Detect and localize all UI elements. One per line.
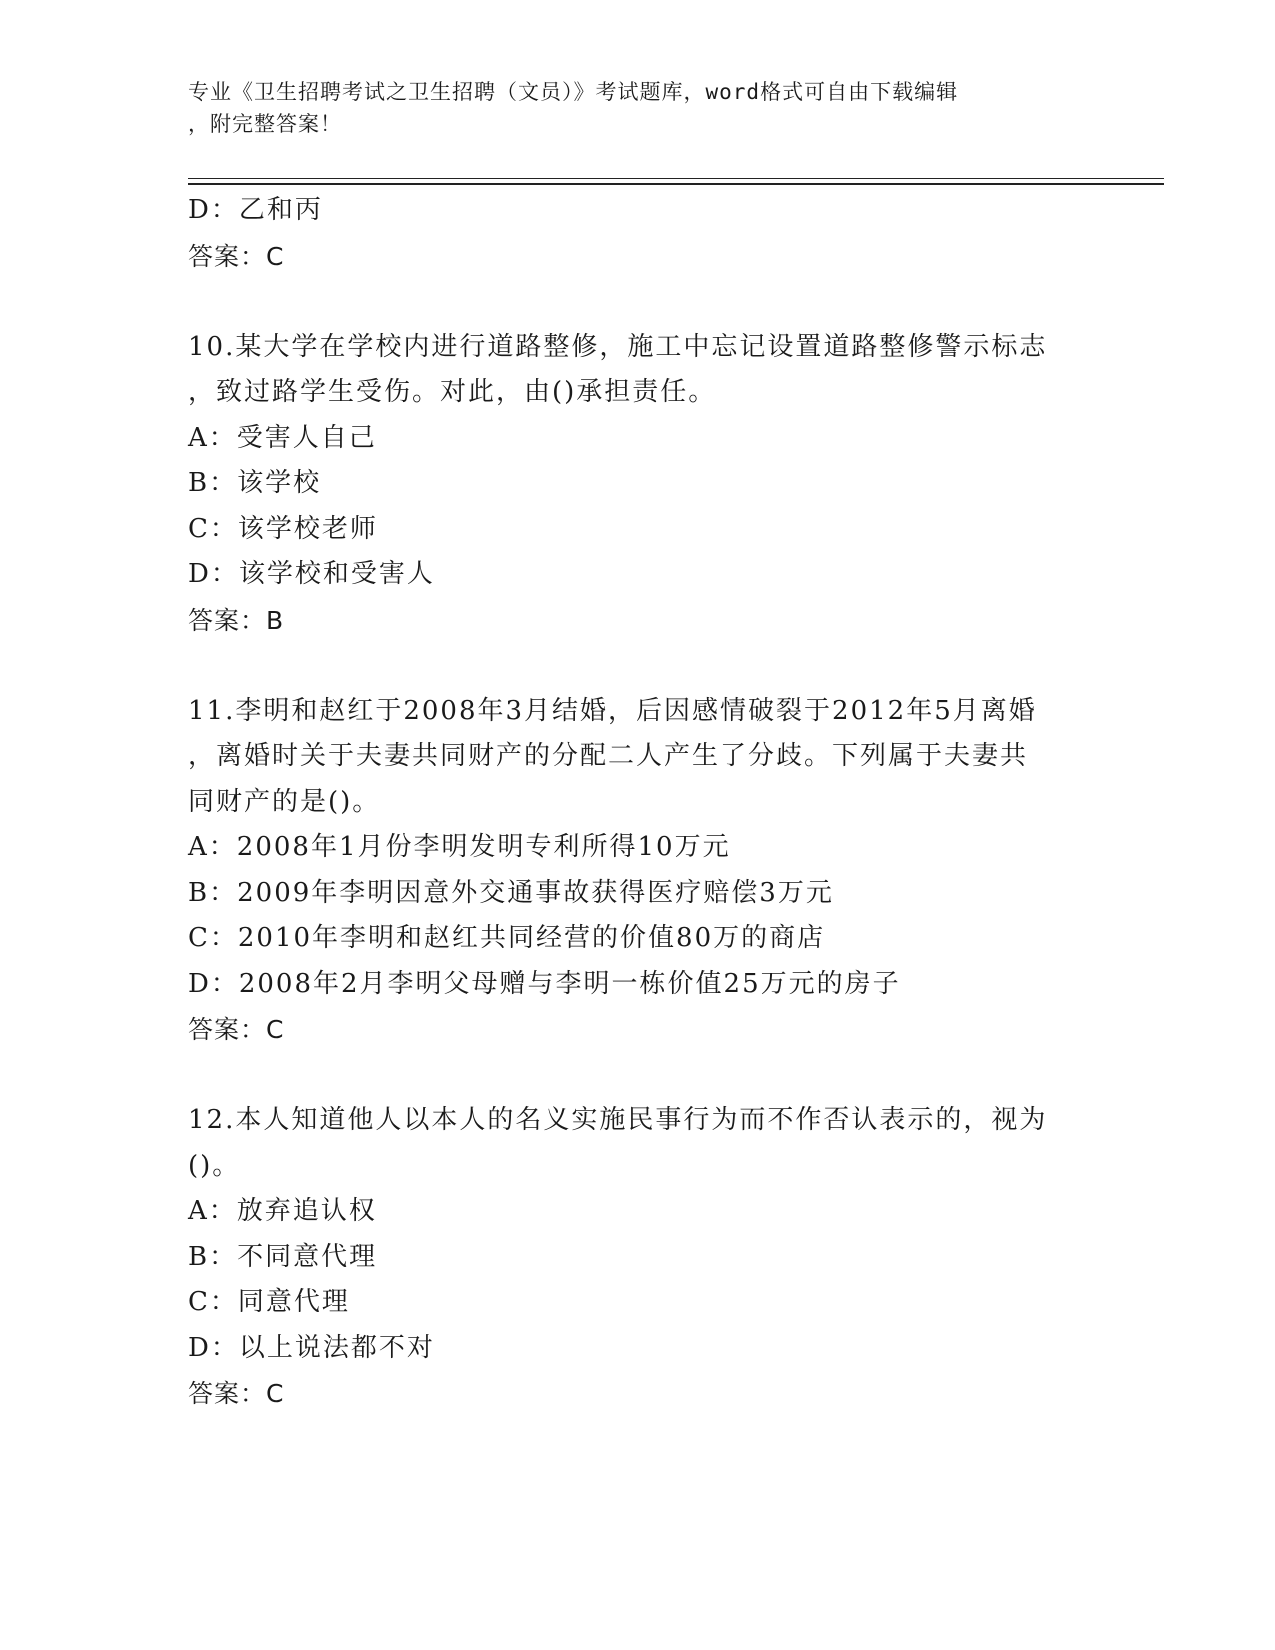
header-divider-thick xyxy=(188,183,1164,185)
q10-option-b: B：该学校 xyxy=(188,468,322,498)
q11-answer: 答案：C xyxy=(188,1015,285,1044)
q12-option-c: C：同意代理 xyxy=(188,1287,350,1317)
q11-stem-line-2: ，离婚时关于夫妻共同财产的分配二人产生了分歧。下列属于夫妻共 xyxy=(188,741,1029,771)
header-line-1: 专业《卫生招聘考试之卫生招聘（文员）》考试题库，word格式可自由下载编辑 xyxy=(188,80,959,104)
spacer xyxy=(188,1053,1088,1099)
q11-option-d: D：2008年2月李明父母赠与李明一栋价值25万元的房子 xyxy=(188,968,901,999)
q12-stem-line-1: 12.本人知道他人以本人的名义实施民事行为而不作否认表示的，视为 xyxy=(188,1105,1048,1135)
question-list xyxy=(188,188,1088,1417)
q10-option-a: A：受害人自己 xyxy=(188,422,377,453)
q10-option-d: D：该学校和受害人 xyxy=(188,559,435,589)
q11-option-a: A：2008年1月份李明发明专利所得10万元 xyxy=(188,832,731,862)
prev-option-d: D：乙和丙 xyxy=(188,195,323,225)
q12-option-b: B：不同意代理 xyxy=(188,1241,378,1272)
q10-option-c: C：该学校老师 xyxy=(188,513,378,544)
header-divider-thin xyxy=(188,178,1164,179)
q10-answer: 答案：B xyxy=(188,605,285,635)
q12-option-a: A：放弃追认权 xyxy=(188,1196,377,1226)
q11-stem-line-1: 11.李明和赵红于2008年3月结婚，后因感情破裂于2012年5月离婚 xyxy=(188,695,1037,726)
q12-option-d: D：以上说法都不对 xyxy=(188,1332,435,1363)
q10-stem-line-2: ，致过路学生受伤。对此，由()承担责任。 xyxy=(188,377,717,407)
spacer xyxy=(188,643,1088,689)
q12-answer: 答案：C xyxy=(188,1379,285,1408)
q11-stem-line-3: 同财产的是()。 xyxy=(188,786,381,817)
q11-option-c: C：2010年李明和赵红共同经营的价值80万的商店 xyxy=(188,923,826,953)
q12-stem-line-2: ()。 xyxy=(188,1150,241,1181)
q11-option-b: B：2009年李明因意外交通事故获得医疗赔偿3万元 xyxy=(188,877,834,908)
header-line-2: ，附完整答案！ xyxy=(188,112,342,136)
prev-answer: 答案：C xyxy=(188,241,285,271)
document-header xyxy=(188,76,1088,140)
spacer xyxy=(188,279,1088,325)
q10-stem-line-1: 10.某大学在学校内进行道路整修，施工中忘记设置道路整修警示标志 xyxy=(188,331,1048,362)
